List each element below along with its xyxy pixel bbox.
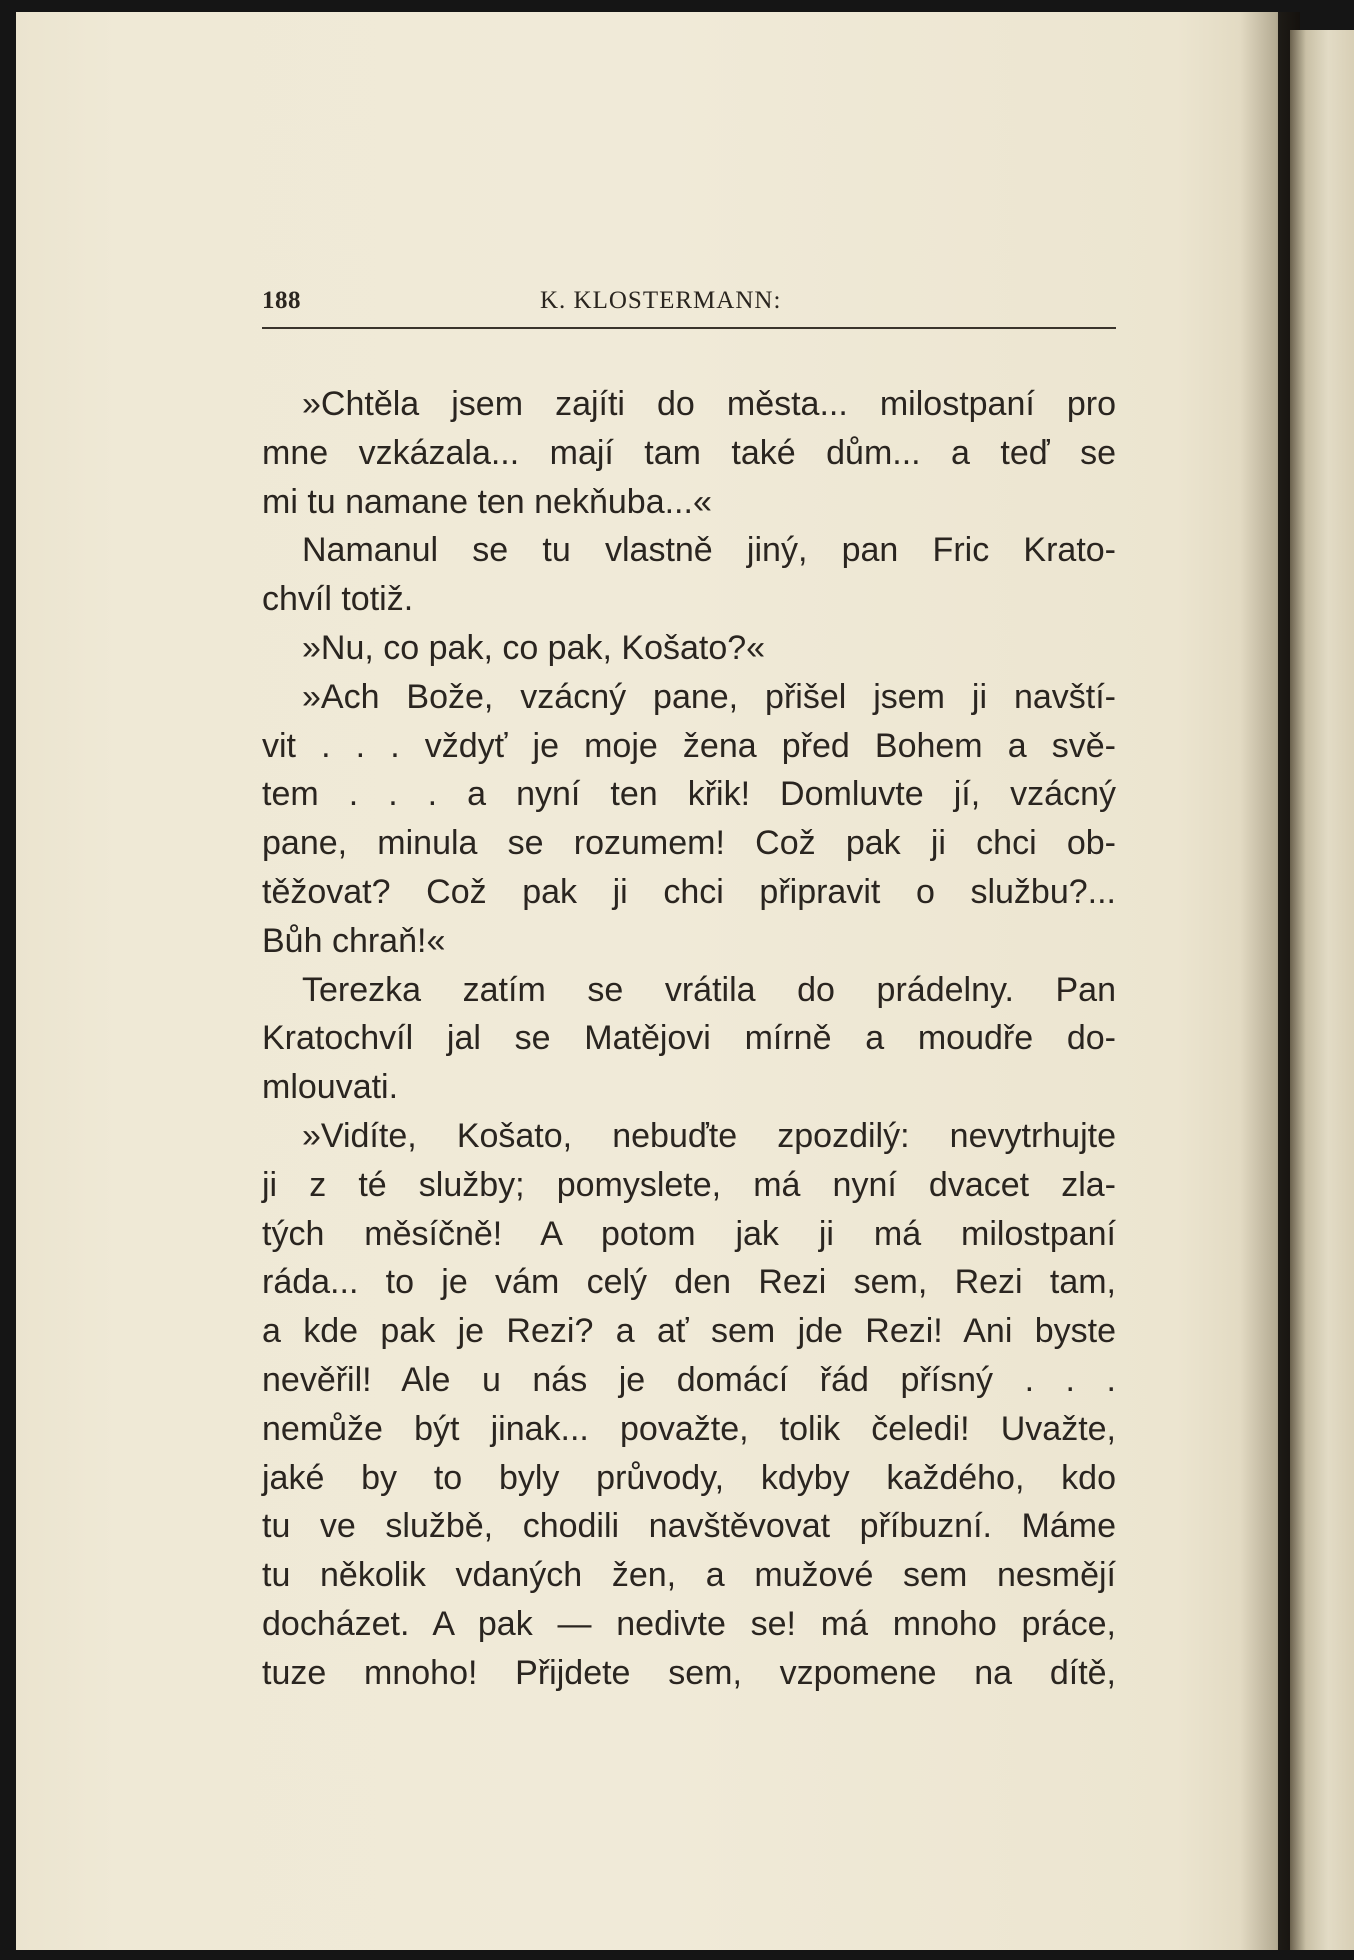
page-header bbox=[262, 283, 1116, 323]
adjacent-page-edge bbox=[1290, 30, 1354, 1950]
page-number: 188 bbox=[262, 287, 301, 314]
text-line: tu několik vdaných žen, a mužové sem nesmějí bbox=[262, 1556, 1116, 1595]
text-line: tuze mnoho! Přijdete sem, vzpomene na dítě, bbox=[262, 1653, 1116, 1692]
text-line: nevěřil! Ale u nás je domácí řád přísný . . . bbox=[262, 1360, 1116, 1399]
text-body bbox=[262, 380, 1116, 1698]
text-line: Namanul se tu vlastně jiný, pan Fric Krato- bbox=[302, 531, 1116, 570]
text-line: mne vzkázala... mají tam také dům... a teď se bbox=[262, 433, 1116, 472]
text-line: Terezka zatím se vrátila do prádelny. Pan bbox=[302, 970, 1116, 1009]
text-line: Bůh chraň!« bbox=[262, 921, 446, 960]
text-line: a kde pak je Rezi? a ať sem jde Rezi! Ani byste bbox=[262, 1312, 1116, 1351]
text-line: ráda... to je vám celý den Rezi sem, Rezi tam, bbox=[262, 1263, 1116, 1302]
text-line: tu ve službě, chodili navštěvovat příbuzní. Máme bbox=[262, 1507, 1116, 1546]
text-line: těžovat? Což pak ji chci připravit o službu?... bbox=[262, 872, 1116, 911]
text-line: tem . . . a nyní ten křik! Domluvte jí, vzácný bbox=[262, 775, 1116, 814]
text-line: »Vidíte, Košato, nebuďte zpozdilý: nevytrhujte bbox=[302, 1116, 1116, 1155]
text-line: docházet. A pak — nedivte se! má mnoho práce, bbox=[262, 1604, 1116, 1643]
text-line: »Ach Bože, vzácný pane, přišel jsem ji navští- bbox=[302, 677, 1116, 716]
text-line: »Chtěla jsem zajíti do města... milostpaní pro bbox=[302, 385, 1116, 423]
text-line: Kratochvíl jal se Matějovi mírně a moudře do- bbox=[262, 1019, 1116, 1058]
text-line: mi tu namane ten nekňuba...« bbox=[262, 482, 712, 521]
text-line: »Nu, co pak, co pak, Košato?« bbox=[302, 628, 766, 667]
running-head: K. KLOSTERMANN: bbox=[540, 287, 782, 314]
text-line: vit . . . vždyť je moje žena před Bohem a svě- bbox=[262, 726, 1116, 765]
header-rule bbox=[262, 327, 1116, 329]
text-line: pane, minula se rozumem! Což pak ji chci ob- bbox=[262, 824, 1116, 863]
text-line: chvíl totiž. bbox=[262, 580, 414, 619]
text-line: tých měsíčně! A potom jak ji má milostpaní bbox=[262, 1214, 1116, 1253]
text-line: mlouvati. bbox=[262, 1068, 399, 1107]
text-line: jaké by to byly průvody, kdyby každého, kdo bbox=[262, 1458, 1116, 1497]
text-line: nemůže být jinak... považte, tolik čeledi! Uvažte, bbox=[262, 1409, 1116, 1448]
text-line: ji z té služby; pomyslete, má nyní dvacet zla- bbox=[262, 1165, 1116, 1204]
